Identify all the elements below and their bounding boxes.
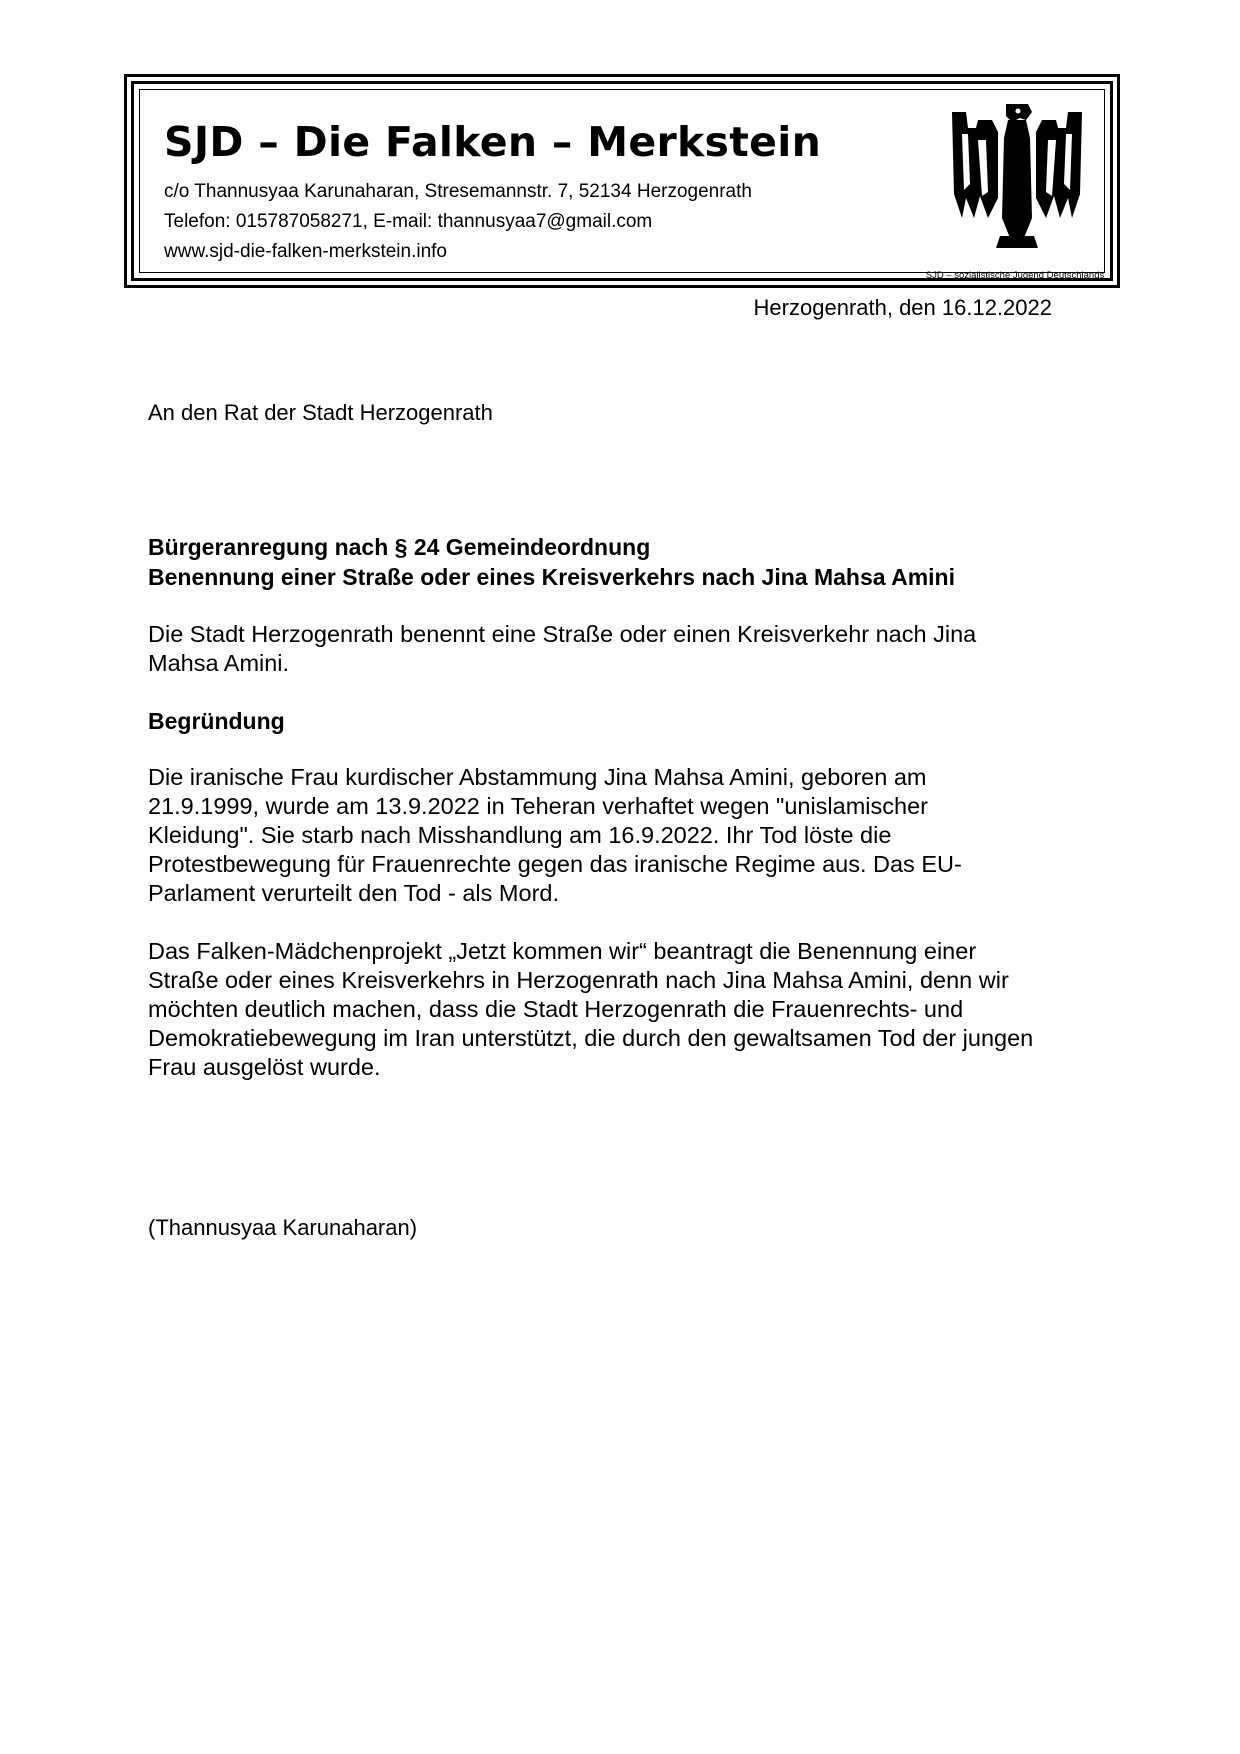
falcon-logo-icon bbox=[948, 98, 1086, 256]
paragraph-line: Parlament verurteilt den Tod - als Mord. bbox=[148, 880, 559, 906]
subject-line-1: Bürgeranregung nach § 24 Gemeindeordnung bbox=[148, 534, 651, 560]
paragraph-line: Die iranische Frau kurdischer Abstammung Jina Mahsa Amini, geboren am bbox=[148, 764, 927, 790]
project-paragraph bbox=[148, 937, 1033, 1082]
proposal-paragraph bbox=[148, 620, 976, 678]
letterhead-inner-frame bbox=[139, 89, 1105, 281]
letterhead bbox=[124, 74, 1120, 288]
organization-website: www.sjd-die-falken-merkstein.info bbox=[164, 241, 447, 262]
paragraph-line: Frau ausgelöst wurde. bbox=[148, 1054, 381, 1080]
letterhead-frame bbox=[131, 81, 1113, 281]
paragraph-line: Protestbewegung für Frauenrechte gegen das iranische Regime aus. Das EU- bbox=[148, 851, 962, 877]
letter-date: Herzogenrath, den 16.12.2022 bbox=[753, 295, 1052, 320]
paragraph-line: 21.9.1999, wurde am 13.9.2022 in Teheran verhaftet wegen "unislamischer bbox=[148, 793, 928, 819]
reasoning-paragraph bbox=[148, 763, 962, 908]
logo-caption: SJD – sozialistische Jugend Deutschlands bbox=[925, 270, 1105, 281]
signature: (Thannusyaa Karunaharan) bbox=[148, 1215, 418, 1240]
paragraph-line: Straße oder eines Kreisverkehrs in Herzogenrath nach Jina Mahsa Amini, denn wir bbox=[148, 967, 1009, 993]
paragraph-line: Mahsa Amini. bbox=[148, 650, 290, 676]
reasoning-heading: Begründung bbox=[148, 708, 285, 734]
recipient: An den Rat der Stadt Herzogenrath bbox=[148, 400, 493, 425]
subject-line-2: Benennung einer Straße oder eines Kreisverkehrs nach Jina Mahsa Amini bbox=[148, 564, 955, 590]
paragraph-line: Das Falken-Mädchenprojekt „Jetzt kommen wir“ beantragt die Benennung einer bbox=[148, 938, 977, 964]
paragraph-line: Kleidung". Sie starb nach Misshandlung am 16.9.2022. Ihr Tod löste die bbox=[148, 822, 892, 848]
organization-contact: Telefon: 015787058271, E-mail: thannusyaa7@gmail.com bbox=[164, 211, 653, 232]
paragraph-line: Die Stadt Herzogenrath benennt eine Straße oder einen Kreisverkehr nach Jina bbox=[148, 621, 977, 647]
paragraph-line: möchten deutlich machen, dass die Stadt Herzogenrath die Frauenrechts- und bbox=[148, 996, 964, 1022]
organization-address: c/o Thannusyaa Karunaharan, Stresemannstr. 7, 52134 Herzogenrath bbox=[164, 181, 752, 202]
paragraph-line: Demokratiebewegung im Iran unterstützt, die durch den gewaltsamen Tod der jungen bbox=[148, 1025, 1034, 1051]
organization-title: SJD – Die Falken – Merkstein bbox=[164, 118, 822, 166]
